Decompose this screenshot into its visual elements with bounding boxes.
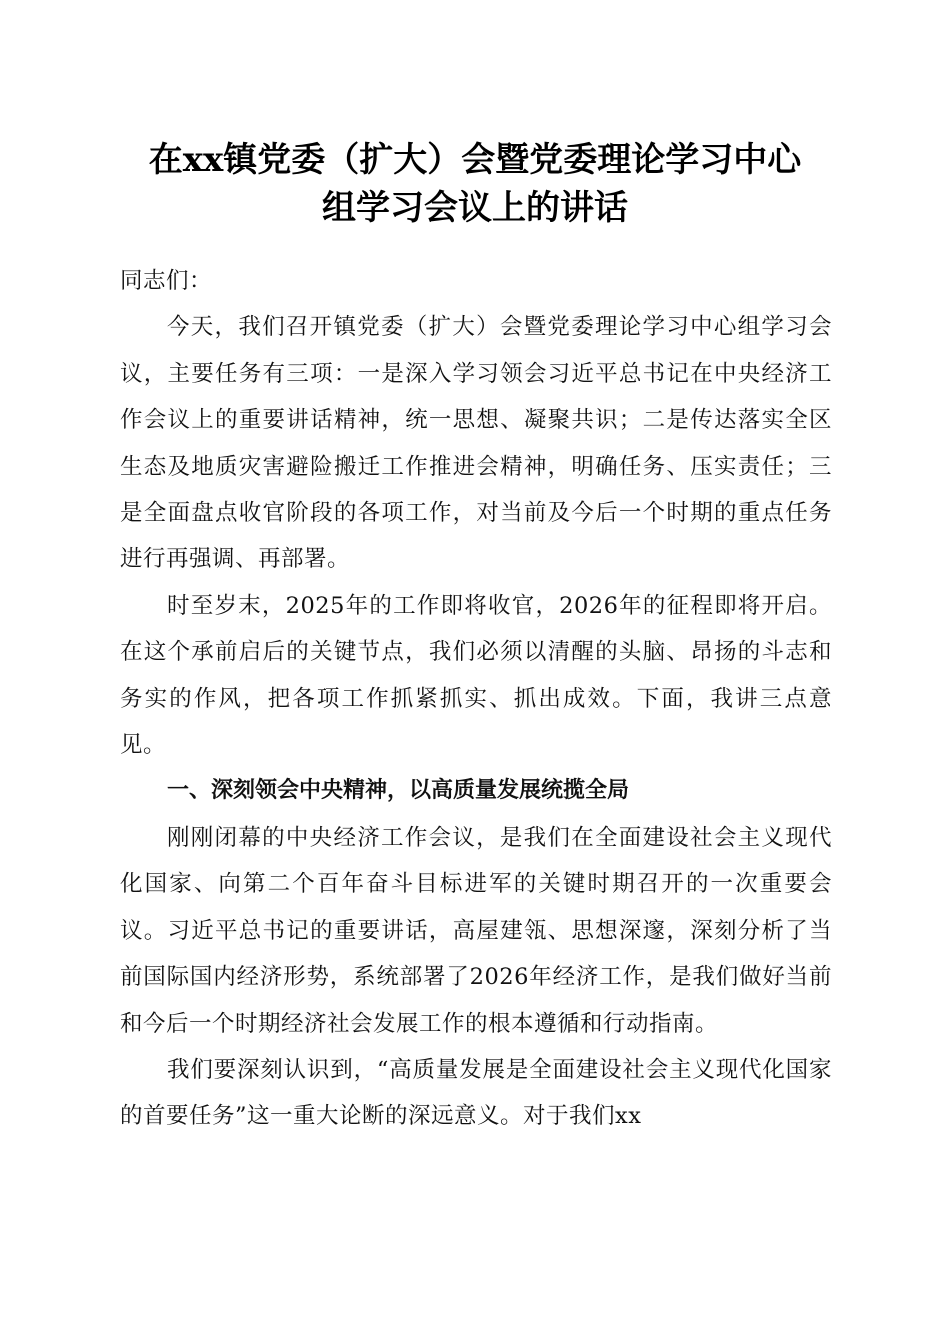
document-body <box>120 258 832 1140</box>
section1-paragraph-2: 我们要深刻认识到，“高质量发展是全面建设社会主义现代化国家的首要任务”这一重大论断的深远意义。对于我们xx <box>120 1056 832 1130</box>
intro-paragraph-1: 今天，我们召开镇党委（扩大）会暨党委理论学习中心组学习会议，主要任务有三项：一是深入学习领会习近平总书记在中央经济工作会议上的重要讲话精神，统一思想、凝聚共识；二是传达落实全区生态及地质灾害避险搬迁工作推进会精神，明确任务、压实责任；三是全面盘点收官阶段的各项工作，对当前及今后一个时期的重点任务进行再强调、再部署。 <box>120 314 832 573</box>
intro-paragraph-2: 时至岁末，2025年的工作即将收官，2026年的征程即将开启。在这个承前启后的关键节点，我们必须以清醒的头脑、昂扬的斗志和务实的作风，把各项工作抓紧抓实、抓出成效。下面，我讲三点意见。 <box>120 592 832 759</box>
salutation: 同志们： <box>120 268 213 294</box>
title-line-2: 组学习会议上的讲话 <box>322 188 628 228</box>
section-heading-1: 一、深刻领会中央精神，以高质量发展统揽全局 <box>167 778 630 804</box>
title-line-1: 在xx镇党委（扩大）会暨党委理论学习中心 <box>148 140 802 180</box>
section1-paragraph-1: 刚刚闭幕的中央经济工作会议，是我们在全面建设社会主义现代化国家、向第二个百年奋斗目标进军的关键时期召开的一次重要会议。习近平总书记的重要讲话，高屋建瓴、思想深邃，深刻分析了当前国际国内经济形势，系统部署了2026年经济工作，是我们做好当前和今后一个时期经济社会发展工作的根本遵循和行动指南。 <box>120 824 832 1037</box>
document-title <box>100 136 850 232</box>
